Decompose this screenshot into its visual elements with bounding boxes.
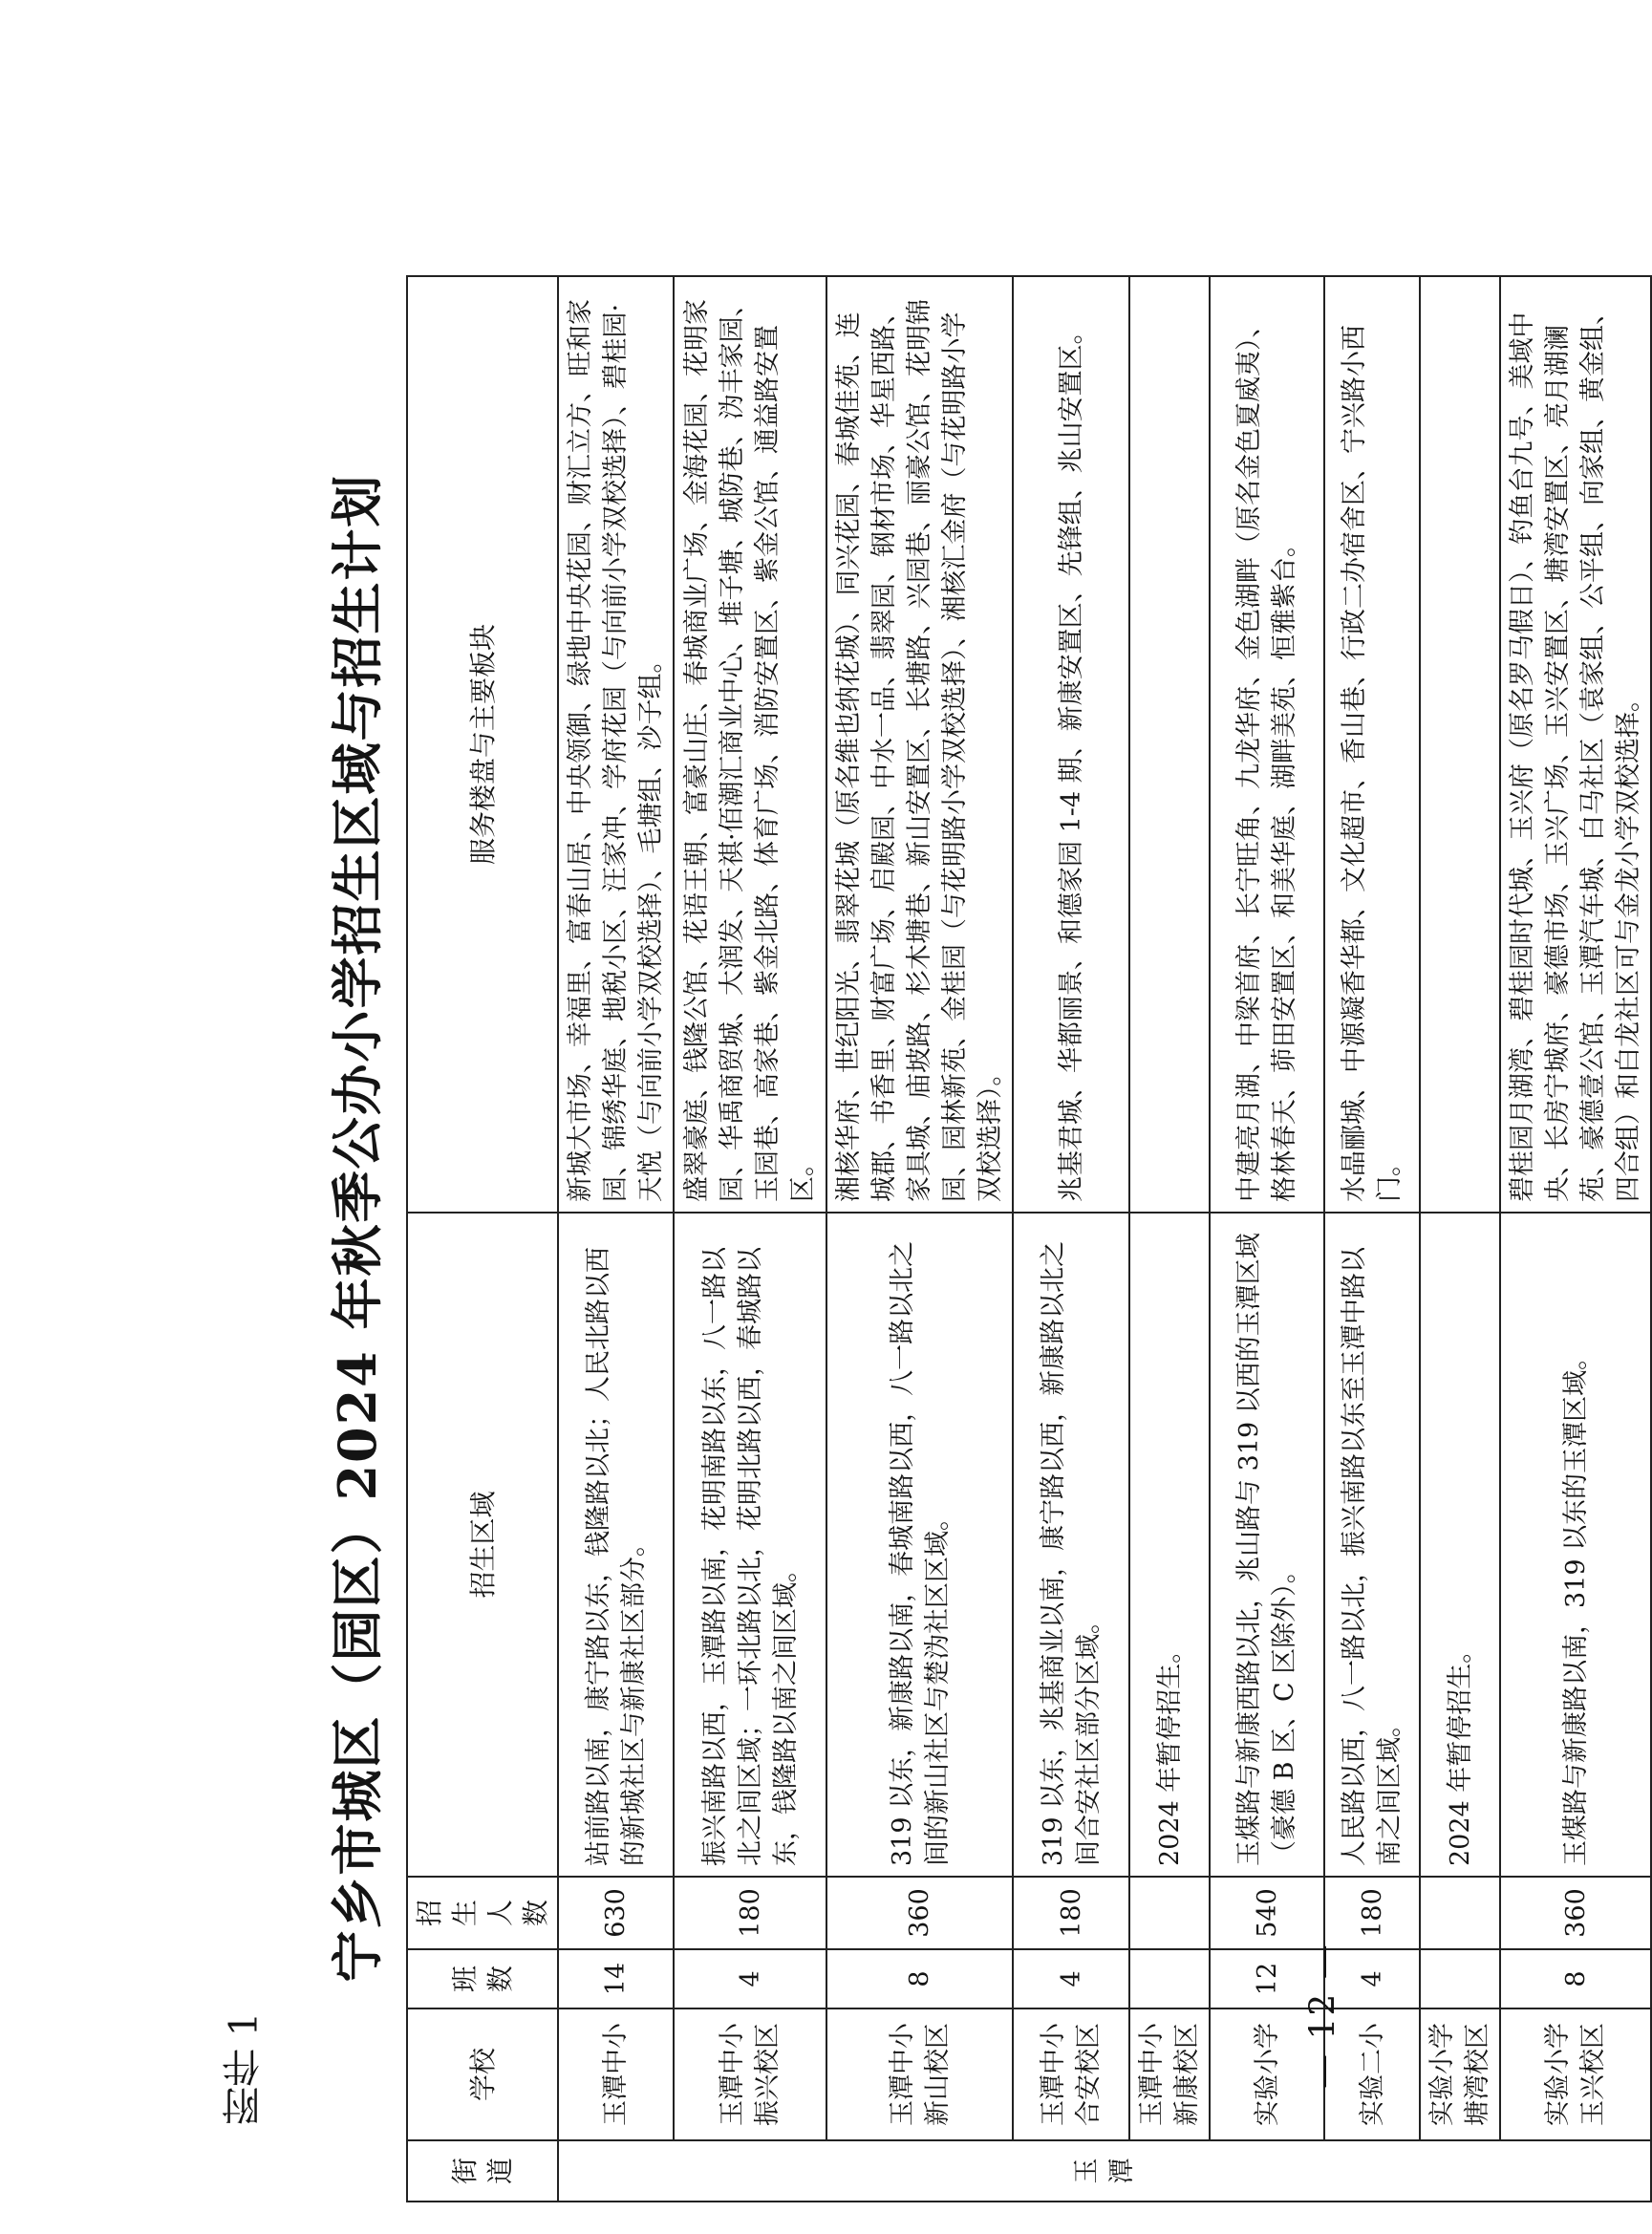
area-cell: 319 以东，新康路以南，春城南路以西，八一路以北之间的新山社区与楚沩社区区域。 (826, 1213, 1013, 1877)
header-enrollment: 招生人数 (407, 1877, 558, 1949)
classes-cell: 4 (674, 1949, 826, 2008)
enrollment-cell (1129, 1877, 1210, 1949)
enrollment-cell: 180 (1013, 1877, 1129, 1949)
enrollment-cell: 630 (558, 1877, 674, 1949)
enrollment-table (406, 275, 1652, 2202)
enrollment-cell: 360 (826, 1877, 1013, 1949)
area-cell: 玉煤路与新康西路以北，兆山路与 319 以西的玉潭区域（豪德 B 区、C 区除外）。 (1210, 1213, 1324, 1877)
header-school: 学校 (407, 2008, 558, 2140)
service-cell: 中建亮月湖、中梁首府、长宁旺角、九龙华府、金色湖畔（原名金色夏威夷）、格林春天、茆田安置区、和美华庭、湖畔美苑、恒雅紫台。 (1210, 276, 1324, 1213)
school-cell: 玉潭中小 (558, 2008, 674, 2140)
enrollment-cell: 540 (1210, 1877, 1324, 1949)
header-street: 街道 (407, 2140, 558, 2202)
table-row (1013, 276, 1129, 2202)
enrollment-cell (1420, 1877, 1500, 1949)
service-cell: 碧桂园月湖湾、碧桂园时代城、玉兴府（原名罗马假日）、钓鱼台九号、美域中央、长房宁城府、豪德市场、玉兴广场、玉兴安置区、塘湾安置区、亮月湖澜苑、豪德壹公馆、玉潭汽车城、白马社区（袁家组、公平组、向家组、黄金组、四合组）和白龙社区可与金龙小学双校选择。 (1500, 276, 1651, 1213)
service-cell (1129, 276, 1210, 1213)
document-title: 宁乡市城区（园区）2024 年秋季公办小学招生区域与招生计划 (327, 473, 388, 1983)
area-cell: 319 以东，兆基商业以南，康宁路以西，新康路以北之间合安社区部分区域。 (1013, 1213, 1129, 1877)
street-cell: 玉潭 (558, 2140, 1651, 2202)
service-cell: 新城大市场、幸福里、富春山居、中央领御、绿地中央花园、财汇立方、旺和家园、锦绣华庭、地税小区、汪家冲、学府花园（与向前小学双校选择）、碧桂园·天悦（与向前小学双校选择）、毛塘组、沙子组。 (558, 276, 674, 1213)
rotated-content (312, 234, 1643, 2222)
attachment-label: 附件 1 (222, 2011, 267, 2126)
school-cell: 玉潭中小振兴校区 (674, 2008, 826, 2140)
school-cell: 玉潭中小新康校区 (1129, 2008, 1210, 2140)
table-row (1129, 276, 1210, 2202)
classes-cell: 12 (1210, 1949, 1324, 2008)
classes-cell: 4 (1013, 1949, 1129, 2008)
classes-cell (1129, 1949, 1210, 2008)
area-cell: 人民路以西，八一路以北，振兴南路以东至玉潭中路以南之间区域。 (1324, 1213, 1420, 1877)
table-row (1500, 276, 1651, 2202)
school-cell: 实验小学塘湾校区 (1420, 2008, 1500, 2140)
service-cell: 盛翠豪庭、钱隆公馆、花语王朝、富豪山庄、春城商业广场、金海花园、花明家园、华禹商贸城、大润发、天祺·佰潮汇商业中心、堆子塘、城防巷、沩丰家园、玉园巷、高家巷、紫金北路、体育广场、消防安置区、紫金公馆、通益路安置区。 (674, 276, 826, 1213)
area-cell: 2024 年暂停招生。 (1420, 1213, 1500, 1877)
table-row (826, 276, 1013, 2202)
school-cell: 实验小学玉兴校区 (1500, 2008, 1651, 2140)
table-row (1210, 276, 1324, 2202)
area-cell: 玉煤路与新康路以南，319 以东的玉潭区域。 (1500, 1213, 1651, 1877)
header-area: 招生区域 (407, 1213, 558, 1877)
enrollment-cell: 180 (674, 1877, 826, 1949)
service-cell: 湘核华府、世纪阳光、翡翠花城（原名维也纳花城）、同兴花园、春城佳苑、连城郡、书香里、财富广场、启殿园、中水一品、翡翠园、钢材市场、华星西路、家具城、庙坡路、杉木塘巷、新山安置区、长塘路、兴园巷、丽豪公馆、花明锦园、园林新苑、金桂园（与花明路小学双校选择）、湘核汇金府（与花明路小学双校选择）。 (826, 276, 1013, 1213)
classes-cell: 8 (826, 1949, 1013, 2008)
service-cell: 兆基君城、华都丽景、和德家园 1-4 期、新康安置区、先锋组、兆山安置区。 (1013, 276, 1129, 1213)
school-cell: 玉潭中小合安校区 (1013, 2008, 1129, 2140)
school-cell: 实验二小 (1324, 2008, 1420, 2140)
table-row (1420, 276, 1500, 2202)
page-number: — 12 — (1303, 1943, 1343, 2090)
table-row (674, 276, 826, 2202)
table-header-row (407, 276, 558, 2202)
service-cell (1420, 276, 1500, 1213)
table-row (1324, 276, 1420, 2202)
area-cell: 站前路以南，康宁路以东，钱隆路以北；人民北路以西的新城社区与新康社区部分。 (558, 1213, 674, 1877)
table-row (558, 276, 674, 2202)
school-cell: 玉潭中小新山校区 (826, 2008, 1013, 2140)
header-service: 服务楼盘与主要板块 (407, 276, 558, 1213)
classes-cell: 4 (1324, 1949, 1420, 2008)
area-cell: 2024 年暂停招生。 (1129, 1213, 1210, 1877)
enrollment-cell: 180 (1324, 1877, 1420, 1949)
enrollment-cell: 360 (1500, 1877, 1651, 1949)
service-cell: 水晶郦城、中源凝香华都、文化超市、香山巷、行政二办宿舍区、宁兴路小西门。 (1324, 276, 1420, 1213)
classes-cell: 8 (1500, 1949, 1651, 2008)
classes-cell (1420, 1949, 1500, 2008)
classes-cell: 14 (558, 1949, 674, 2008)
header-classes: 班数 (407, 1949, 558, 2008)
school-cell: 实验小学 (1210, 2008, 1324, 2140)
area-cell: 振兴南路以西，玉潭路以南，花明南路以东，八一路以北之间区域；一环北路以北，花明北路以西，春城路以东，钱隆路以南之间区域。 (674, 1213, 826, 1877)
